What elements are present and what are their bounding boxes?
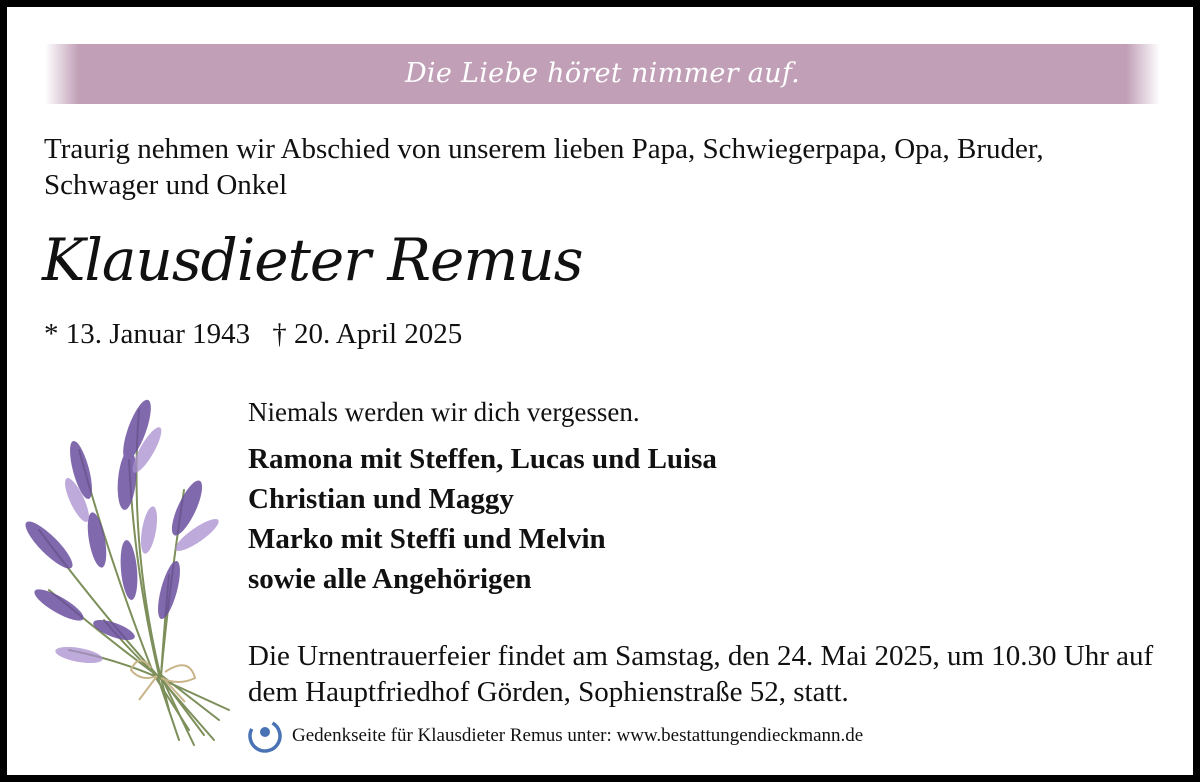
death-date: † 20. April 2025: [272, 318, 463, 350]
mourner-line: Christian und Maggy: [248, 483, 514, 515]
memorial-page-note: [248, 721, 863, 751]
obituary-notice: [7, 7, 1193, 775]
mourner-line: Marko mit Steffi und Melvin: [248, 523, 606, 555]
intro-text: Traurig nehmen wir Abschied von unserem lieben Papa, Schwiegerpapa, Opa, Bruder, Schwager und Onkel: [44, 133, 1044, 201]
deceased-name: Klausdieter Remus: [42, 226, 583, 294]
memorial-note-text: Gedenkseite für Klausdieter Remus unter: www.bestattungendieckmann.de: [292, 725, 864, 746]
life-dates: [44, 316, 462, 352]
motto-banner: [45, 44, 1160, 104]
mourner-line: Ramona mit Steffen, Lucas und Luisa: [248, 443, 717, 475]
remembrance-line: Niemals werden wir dich vergessen.: [248, 397, 640, 427]
birth-date: * 13. Januar 1943: [44, 318, 251, 350]
mourners-list: [248, 439, 717, 599]
lavender-bouquet-illustration: [19, 390, 239, 750]
motto-text: Die Liebe höret nimmer auf.: [404, 58, 801, 89]
mourner-line: sowie alle Angehörigen: [248, 563, 532, 595]
service-details: Die Urnentrauerfeier findet am Samstag, den 24. Mai 2025, um 10.30 Uhr auf dem Hauptfriedhof Görden, Sophienstraße 52, statt.: [248, 640, 1154, 708]
memorial-portal-logo-icon: [248, 719, 282, 753]
